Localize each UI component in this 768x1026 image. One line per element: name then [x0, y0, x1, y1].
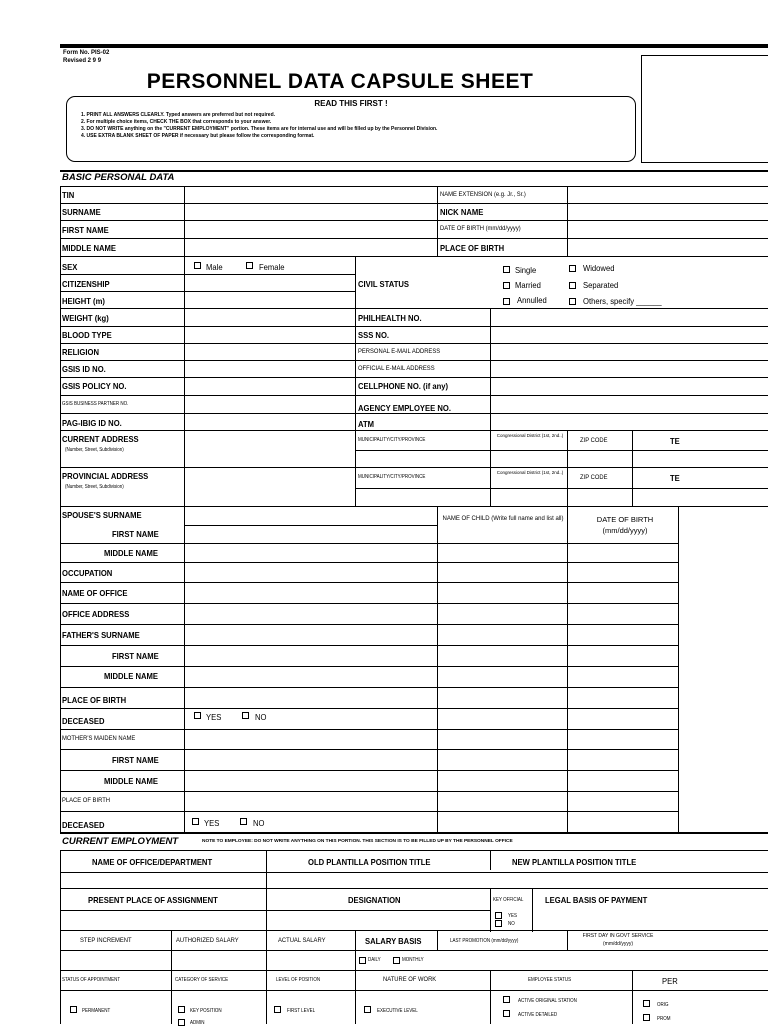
rule — [60, 970, 768, 971]
instructions-box — [66, 96, 636, 162]
rule — [632, 970, 633, 1024]
rule — [60, 624, 678, 625]
label-designation: DESIGNATION — [348, 895, 401, 905]
label-sss: SSS NO. — [358, 330, 390, 340]
label-male: Male — [206, 262, 223, 272]
checkbox-prom[interactable] — [643, 1014, 650, 1021]
label-nickname: NICK NAME — [440, 207, 484, 217]
label-middle-name: MIDDLE NAME — [62, 243, 116, 253]
label-widowed: Widowed — [583, 263, 615, 273]
label-child-dob: DATE OF BIRTH (mm/dd/yyyy) — [596, 515, 654, 535]
rule — [60, 395, 768, 396]
checkbox-permanent[interactable] — [70, 1006, 77, 1013]
checkbox-key-yes[interactable] — [495, 912, 502, 919]
checkbox-father-deceased-yes[interactable] — [194, 712, 201, 719]
label-name-extension: NAME EXTENSION (e.g. Jr., Sr.) — [440, 191, 526, 198]
checkbox-others[interactable] — [569, 298, 576, 305]
label-father-deceased: DECEASED — [62, 716, 105, 726]
label-old-plantilla: OLD PLANTILLA POSITION TITLE — [308, 857, 431, 867]
label-tel: TE — [670, 436, 680, 446]
label-level: LEVEL OF POSITION — [276, 977, 321, 983]
label-civil-status: CIVIL STATUS — [358, 279, 410, 289]
rule — [60, 238, 768, 239]
label-child-name: NAME OF CHILD (Write full name and list all) — [442, 516, 564, 522]
label-mother-maiden: MOTHER'S MAIDEN NAME — [62, 735, 136, 742]
rule — [567, 506, 568, 832]
label-sex: SEX — [62, 262, 78, 272]
checkbox-separated[interactable] — [569, 282, 576, 289]
instruction-1: 1. PRINT ALL ANSWERS CLEARLY. Typed answers are preferred but not required. — [81, 112, 276, 118]
checkbox-executive-level[interactable] — [364, 1006, 371, 1013]
label-single: Single — [515, 265, 537, 275]
label-salary-basis: SALARY BASIS — [365, 936, 422, 946]
label-address-sub-2: (Number, Street, Subdivision) — [65, 484, 124, 490]
rule — [60, 506, 61, 832]
label-separated: Separated — [583, 280, 619, 290]
form-no-text: Form No. PIS-02 — [63, 50, 110, 56]
label-key-position: KEY POSITION — [190, 1008, 222, 1014]
checkbox-orig[interactable] — [643, 1000, 650, 1007]
checkbox-active-original[interactable] — [503, 996, 510, 1003]
rule — [266, 930, 267, 1024]
rule — [60, 791, 678, 792]
rule — [60, 811, 678, 812]
rule — [60, 413, 768, 414]
rule — [437, 186, 438, 256]
rule — [60, 930, 768, 931]
label-mother-first-name: FIRST NAME — [112, 755, 159, 765]
rule — [60, 603, 678, 604]
label-nature: NATURE OF WORK — [383, 976, 437, 983]
rule — [60, 377, 768, 378]
instruction-2: 2. For multiple choice items, CHECK THE BOX that corresponds to your answer. — [81, 119, 272, 125]
checkbox-female[interactable] — [246, 262, 253, 269]
label-active-original: ACTIVE ORIGINAL STATION — [518, 998, 577, 1004]
label-mother-pob: PLACE OF BIRTH — [62, 797, 111, 804]
rule — [60, 872, 768, 873]
label-married: Married — [515, 280, 541, 290]
label-active-detailed: ACTIVE DETAILED — [518, 1012, 558, 1018]
label-per: PER — [662, 976, 678, 986]
checkbox-first-level[interactable] — [274, 1006, 281, 1013]
rule — [60, 203, 768, 204]
label-first-day: FIRST DAY IN GOVT SERVICE (mm/dd/yyyy) — [582, 933, 654, 947]
label-zipcode: ZIP CODE — [580, 437, 608, 444]
instruction-4: 4. USE EXTRA BLANK SHEET OF PAPER if necessary but please follow the corresponding format. — [81, 133, 315, 139]
label-congressional-2: Congressional District (1st, 2nd..) — [496, 470, 564, 475]
revised-text: Revised 2 9 9 — [63, 58, 102, 64]
top-rule — [60, 44, 768, 48]
label-present-assignment: PRESENT PLACE OF ASSIGNMENT — [88, 895, 218, 905]
label-office-name: NAME OF OFFICE — [62, 588, 128, 598]
rule — [184, 506, 185, 832]
label-office-dept: NAME OF OFFICE/DEPARTMENT — [92, 857, 213, 867]
label-personal-email: PERSONAL E-MAIL ADDRESS — [358, 348, 441, 355]
rule — [60, 360, 768, 361]
label-official-email: OFFICIAL E-MAIL ADDRESS — [358, 365, 435, 372]
checkbox-father-deceased-no[interactable] — [242, 712, 249, 719]
label-gsis-policy: GSIS POLICY NO. — [62, 381, 127, 391]
label-mother-deceased: DECEASED — [62, 820, 105, 830]
label-address-sub: (Number, Street, Subdivision) — [65, 447, 124, 453]
rule — [355, 930, 356, 1024]
label-actual-salary: ACTUAL SALARY — [278, 937, 326, 944]
label-gsis-id: GSIS ID NO. — [62, 364, 106, 374]
section-employment-title: CURRENT EMPLOYMENT — [62, 836, 179, 847]
rule — [490, 888, 491, 932]
rule — [60, 186, 768, 187]
rule — [60, 888, 768, 889]
rule — [60, 256, 768, 257]
checkbox-married[interactable] — [503, 282, 510, 289]
label-legal-basis: LEGAL BASIS OF PAYMENT — [545, 895, 648, 905]
label-emp-status: EMPLOYEE STATUS — [528, 977, 572, 983]
label-admin: ADMIN — [190, 1020, 205, 1026]
rule — [567, 186, 568, 256]
rule — [266, 850, 267, 932]
rule — [355, 488, 768, 489]
label-key-official: KEY OFFICIAL — [493, 897, 524, 903]
label-prom: PROM — [657, 1016, 671, 1022]
rule — [678, 506, 679, 832]
checkbox-monthly[interactable] — [393, 957, 400, 964]
label-first-name: FIRST NAME — [62, 225, 109, 235]
rule — [567, 930, 568, 950]
label-mother-middle-name: MIDDLE NAME — [104, 776, 158, 786]
label-surname: SURNAME — [62, 207, 101, 217]
rule — [60, 749, 678, 750]
rule — [532, 888, 533, 932]
label-citizenship: CITIZENSHIP — [62, 279, 110, 289]
rule — [60, 467, 768, 468]
rule — [60, 343, 768, 344]
rule — [60, 506, 768, 507]
label-authorized-salary: AUTHORIZED SALARY — [176, 937, 239, 944]
instructions-heading: READ THIS FIRST ! — [314, 99, 388, 108]
label-office-address: OFFICE ADDRESS — [62, 609, 130, 619]
label-key-yes: YES — [508, 913, 518, 919]
label-dob: DATE OF BIRTH (mm/dd/yyyy) — [440, 225, 521, 232]
label-father-first-name: FIRST NAME — [112, 651, 159, 661]
rule — [490, 970, 491, 1024]
checkbox-daily[interactable] — [359, 957, 366, 964]
label-atm: ATM — [358, 419, 375, 429]
rule — [437, 506, 438, 832]
label-father-surname: FATHER'S SURNAME — [62, 630, 140, 640]
rule — [60, 990, 768, 991]
label-spouse-middle-name: MIDDLE NAME — [104, 548, 158, 558]
label-female: Female — [259, 262, 285, 272]
label-zipcode-2: ZIP CODE — [580, 474, 608, 481]
label-height: HEIGHT (m) — [62, 296, 105, 306]
label-spouse-first-name: FIRST NAME — [112, 529, 159, 539]
label-father-middle-name: MIDDLE NAME — [104, 671, 158, 681]
rule — [60, 582, 678, 583]
label-new-plantilla: NEW PLANTILLA POSITION TITLE — [512, 857, 637, 867]
label-municipality: MUNICIPALITY/CITY/PROVINCE — [358, 437, 426, 443]
rule — [437, 930, 438, 950]
rule — [60, 430, 768, 431]
label-municipality-2: MUNICIPALITY/CITY/PROVINCE — [358, 474, 426, 480]
label-blood-type: BLOOD TYPE — [62, 330, 112, 340]
label-key-no: NO — [508, 921, 515, 927]
label-others: Others, specify ______ — [583, 296, 662, 306]
label-provincial-address: PROVINCIAL ADDRESS — [62, 471, 149, 481]
label-father-pob: PLACE OF BIRTH — [62, 695, 127, 705]
form-number — [63, 49, 109, 65]
checkbox-mother-deceased-yes[interactable] — [192, 818, 199, 825]
rule — [567, 430, 568, 506]
rule — [355, 256, 356, 506]
label-spouse-surname: SPOUSE'S SURNAME — [62, 510, 142, 520]
photo-box — [641, 55, 768, 163]
rule — [60, 708, 678, 709]
checkbox-mother-deceased-no[interactable] — [240, 818, 247, 825]
checkbox-annulled[interactable] — [503, 298, 510, 305]
label-pagibig: PAG-IBIG ID NO. — [62, 418, 122, 428]
label-first-level: FIRST LEVEL — [287, 1008, 316, 1014]
label-weight: WEIGHT (kg) — [62, 313, 109, 323]
rule — [60, 850, 768, 851]
checkbox-active-detailed[interactable] — [503, 1010, 510, 1017]
label-status-appt: STATUS OF APPOINTMENT — [62, 977, 121, 983]
rule — [60, 850, 61, 1024]
rule — [60, 729, 678, 730]
rule — [490, 308, 491, 506]
rule — [60, 274, 355, 275]
rule — [60, 645, 678, 646]
label-category: CATEGORY OF SERVICE — [175, 977, 229, 983]
label-last-promotion: LAST PROMOTION (mm/dd/yyyy) — [450, 938, 519, 944]
rule — [632, 430, 633, 506]
label-cellphone: CELLPHONE NO. (if any) — [358, 381, 449, 391]
section-rule — [60, 832, 768, 834]
rule — [60, 687, 678, 688]
label-place-of-birth: PLACE OF BIRTH — [440, 243, 505, 253]
label-permanent: PERMANENT — [82, 1008, 111, 1014]
rule — [60, 950, 768, 951]
rule — [60, 666, 678, 667]
checkbox-widowed[interactable] — [569, 265, 576, 272]
rule — [60, 770, 678, 771]
label-executive-level: EXECUTIVE LEVEL — [377, 1008, 418, 1014]
label-no-2: NO — [253, 818, 265, 828]
rule — [60, 308, 768, 309]
rule — [60, 910, 490, 911]
label-current-address: CURRENT ADDRESS — [62, 434, 139, 444]
rule — [184, 186, 185, 506]
employment-note: NOTE TO EMPLOYEE: DO NOT WRITE ANYTHING ON THIS PORTION. THIS SECTION IS TO BE FILLED UP BY THE PERSONNEL OFFICE — [202, 839, 513, 844]
label-step-increment: STEP INCREMENT — [80, 937, 132, 944]
rule — [60, 186, 61, 506]
label-no: NO — [255, 712, 267, 722]
checkbox-single[interactable] — [503, 266, 510, 273]
label-monthly: MONTHLY — [402, 957, 424, 963]
label-religion: RELIGION — [62, 347, 99, 357]
label-gsis-bp: GSIS BUSINESS PARTNER NO. — [62, 401, 129, 407]
checkbox-male[interactable] — [194, 262, 201, 269]
page-title: PERSONNEL DATA CAPSULE SHEET — [146, 70, 534, 93]
rule — [60, 326, 768, 327]
rule — [171, 930, 172, 1024]
checkbox-key-no[interactable] — [495, 920, 502, 927]
label-orig: ORIG — [657, 1002, 669, 1008]
section-basic-title: BASIC PERSONAL DATA — [62, 172, 175, 183]
label-yes-2: YES — [204, 818, 220, 828]
label-yes: YES — [206, 712, 222, 722]
rule — [60, 562, 678, 563]
label-annulled: Annulled — [517, 295, 547, 305]
label-congressional: Congressional District (1st, 2nd..) — [496, 433, 564, 438]
label-occupation: OCCUPATION — [62, 568, 113, 578]
rule — [60, 291, 355, 292]
label-philhealth: PHILHEALTH NO. — [358, 313, 422, 323]
rule — [184, 525, 437, 526]
rule — [60, 543, 678, 544]
checkbox-admin[interactable] — [178, 1019, 185, 1026]
label-daily: DAILY — [368, 957, 381, 963]
rule — [355, 450, 768, 451]
rule — [60, 220, 768, 221]
label-tin: TIN — [62, 190, 75, 200]
rule — [490, 850, 491, 870]
label-agency-employee: AGENCY EMPLOYEE NO. — [358, 403, 451, 413]
checkbox-key-position[interactable] — [178, 1006, 185, 1013]
instruction-3: 3. DO NOT WRITE anything on the "CURRENT EMPLOYMENT" portion. These items are for internal use and will be filled up by the Personnel Division. — [81, 126, 438, 132]
label-tel-2: TE — [670, 473, 680, 483]
